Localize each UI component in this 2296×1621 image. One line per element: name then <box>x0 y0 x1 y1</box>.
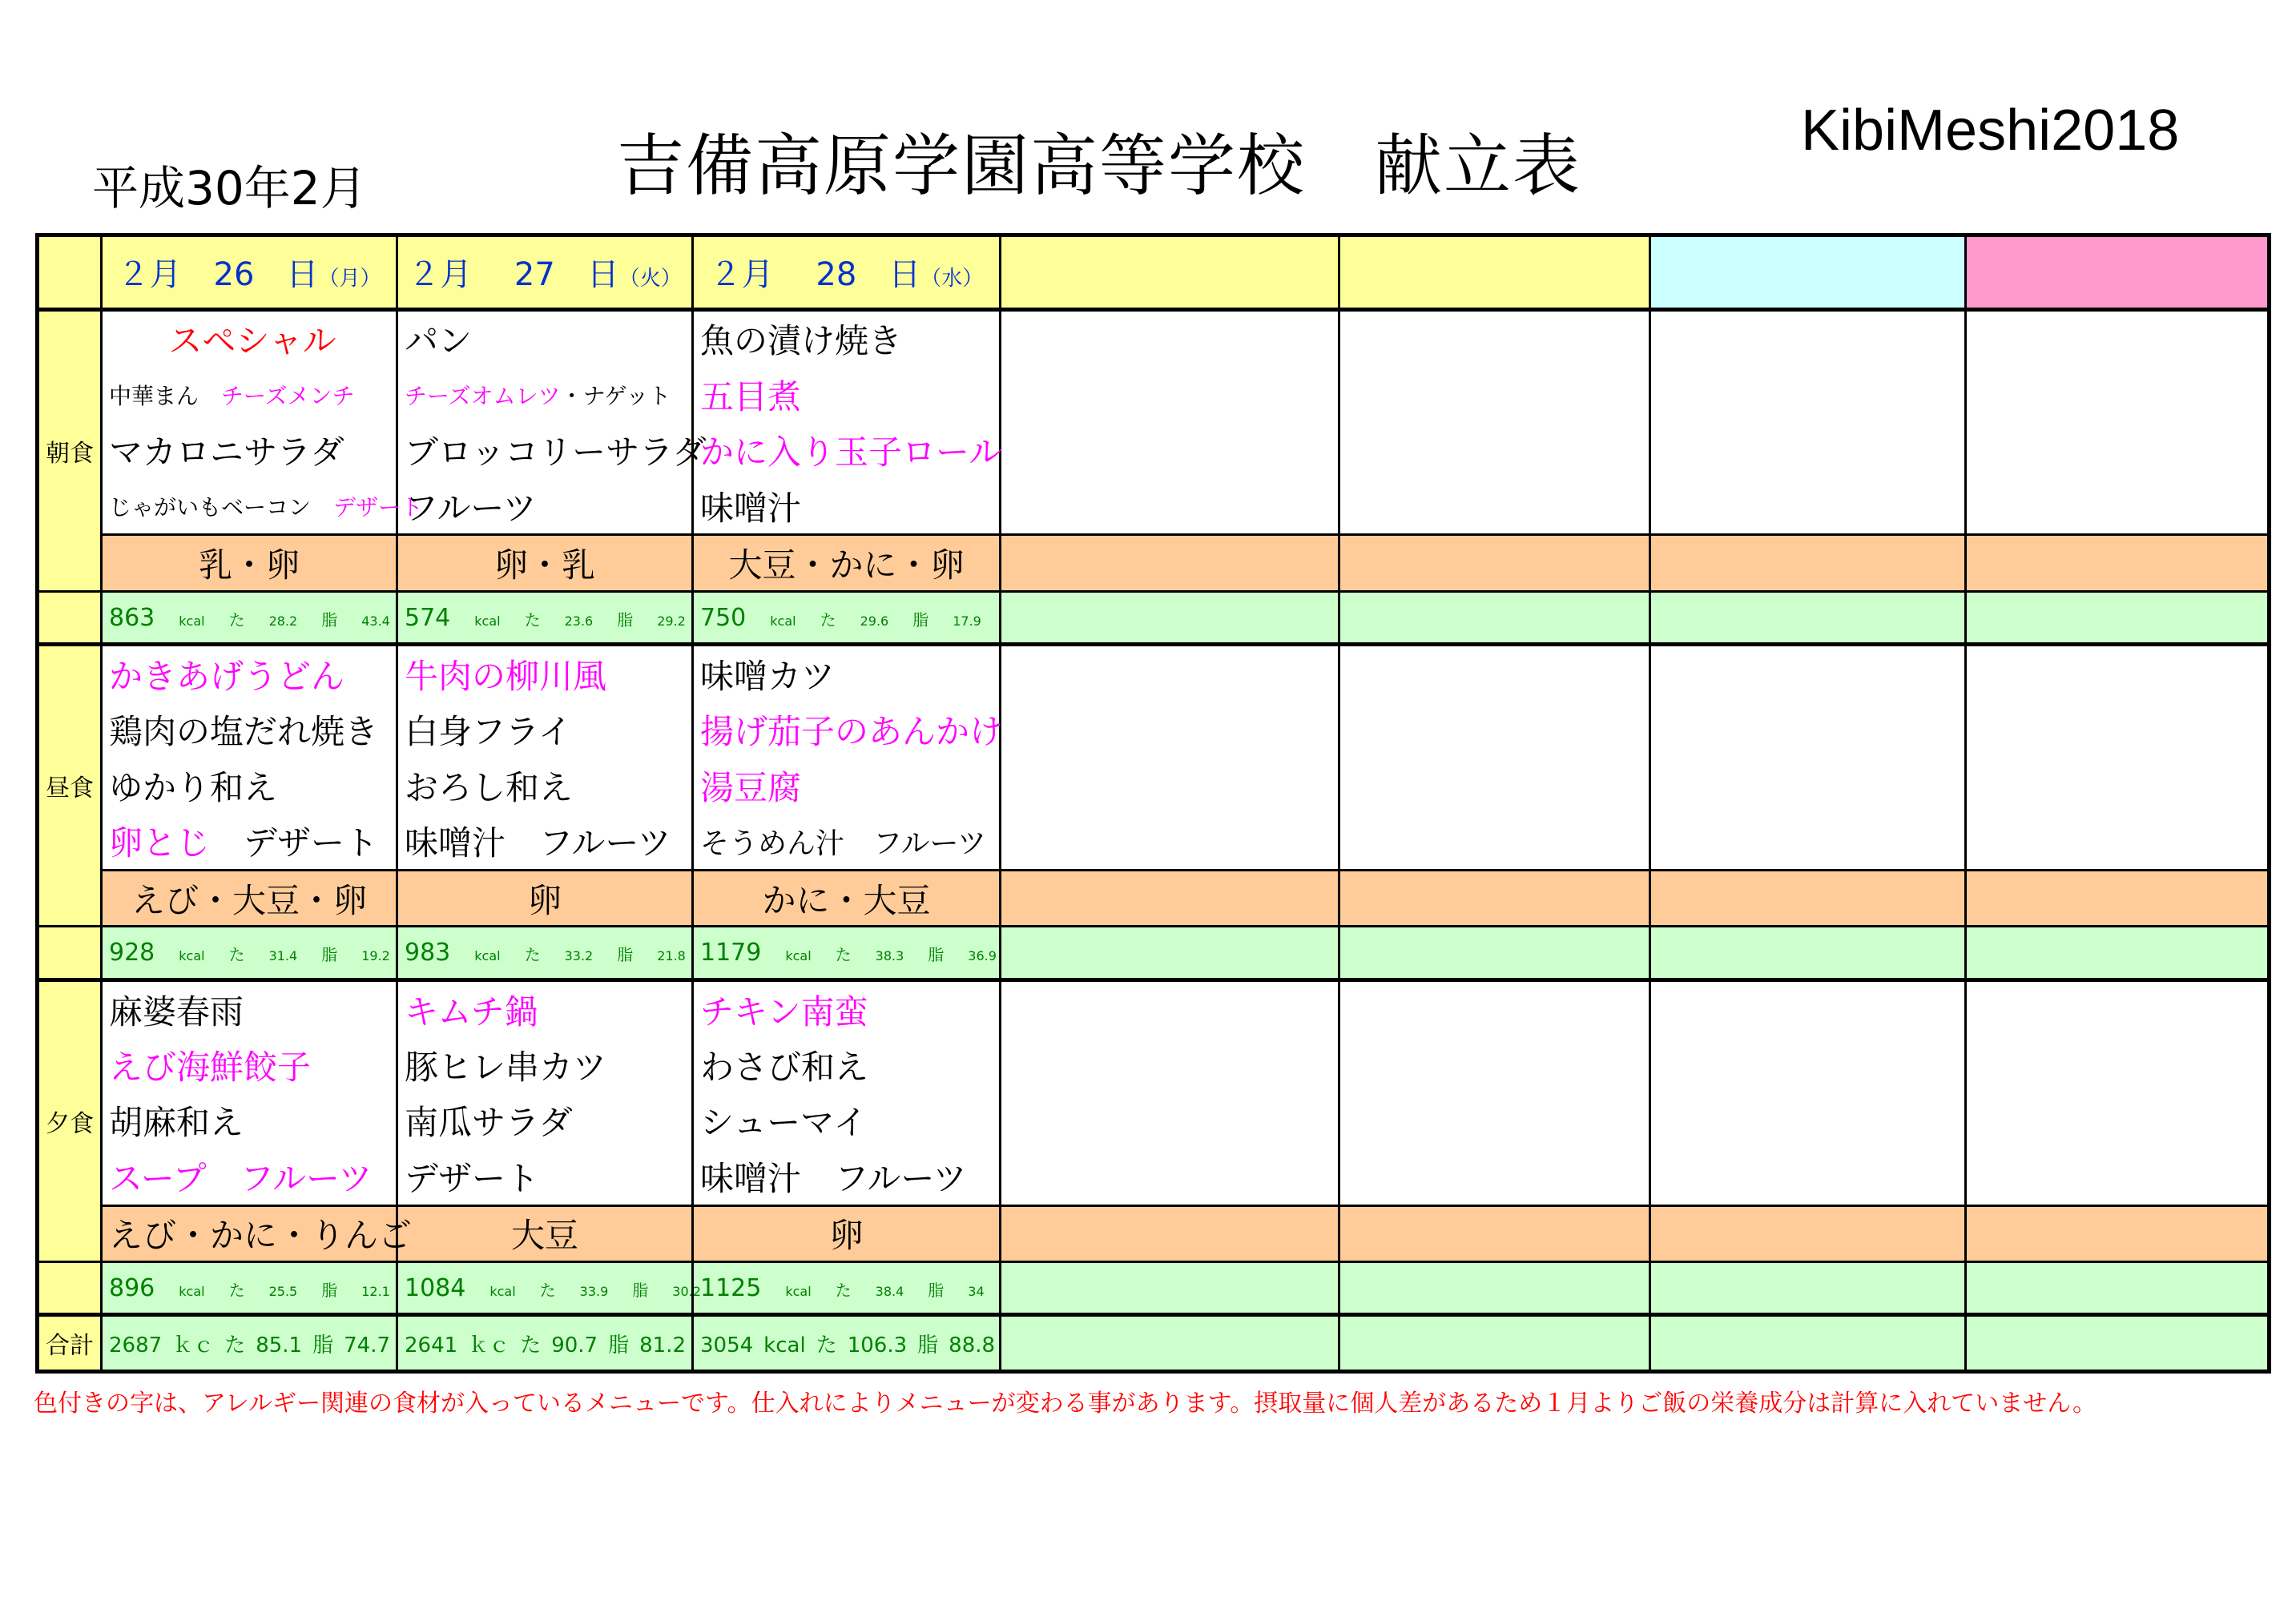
menu-item-text: 五目煮 <box>700 376 802 416</box>
nutrition-cell <box>397 927 693 979</box>
nutrition-f-label: 脂 <box>928 945 945 965</box>
nutrition-label-cell <box>38 1262 102 1315</box>
allergen-cell: 卵 <box>397 870 693 926</box>
menu-item <box>398 702 691 758</box>
menu-item-text: 南瓜サラダ <box>405 1103 573 1143</box>
nutrition-protein: 38.4 <box>875 1283 904 1299</box>
meal-label: 昼食 <box>38 645 102 927</box>
allergen-cell: 卵 <box>693 1205 1001 1261</box>
menu-item <box>103 758 396 813</box>
nutrition-label-cell <box>38 591 102 644</box>
nutrition-p-label: た <box>228 945 245 965</box>
menu-item <box>103 367 396 422</box>
nutrition-cell <box>397 1262 701 1315</box>
empty-date-cell <box>1339 235 1650 310</box>
nutrition-row <box>38 591 2270 644</box>
empty-allergen-cell <box>1001 1205 1339 1261</box>
allergen-cell: 大豆・かに・卵 <box>693 535 1001 591</box>
total-kcal: 2687 <box>109 1333 163 1358</box>
empty-nutrition-cell <box>1001 927 1339 979</box>
menu-item <box>694 758 999 813</box>
nutrition-p-label: た <box>228 609 245 629</box>
allergen-row <box>38 870 2270 926</box>
menu-item-text: 卵とじ <box>109 823 211 863</box>
menu-item <box>694 367 999 422</box>
nutrition-label-cell <box>38 927 102 979</box>
date-cell <box>693 235 1001 310</box>
total-p-label: た <box>224 1333 246 1358</box>
total-fat: 81.2 <box>639 1333 686 1358</box>
nutrition-unit: kcal <box>770 613 796 629</box>
nutrition-cell <box>102 927 397 979</box>
menu-item-text: スペシャル <box>168 321 336 361</box>
nutrition-fat: 21.8 <box>657 948 686 964</box>
empty-nutrition-cell <box>1339 927 1650 979</box>
nutrition-protein: 25.5 <box>268 1283 298 1299</box>
food-cell <box>693 979 1001 1205</box>
nutrition-fat: 34 <box>968 1283 985 1299</box>
menu-item-text: そうめん汁 フルーツ <box>700 827 987 860</box>
nutrition-p-label: た <box>539 1280 556 1300</box>
nutrition-kcal: 574 <box>405 603 451 632</box>
menu-item-text: 味噌汁 <box>700 488 802 528</box>
empty-nutrition-cell <box>1001 591 1339 644</box>
nutrition-unit: kcal <box>489 1283 516 1299</box>
month-label: 平成30年2月 <box>92 161 367 215</box>
menu-item <box>694 422 1003 477</box>
total-row <box>38 1315 2270 1372</box>
empty-nutrition-cell <box>1966 927 2270 979</box>
total-label: 合計 <box>38 1315 102 1372</box>
allergen-cell: えび・かに・りんご <box>102 1205 397 1261</box>
empty-date-cell <box>1001 235 1339 310</box>
nutrition-cell <box>397 591 693 644</box>
empty-nutrition-cell <box>1966 1262 2270 1315</box>
menu-item-text: キムチ鍋 <box>405 992 538 1032</box>
nutrition-fat: 43.4 <box>361 613 390 629</box>
empty-nutrition-cell <box>1001 1262 1339 1315</box>
empty-nutrition-cell <box>1339 1262 1650 1315</box>
menu-item-text: えび海鮮餃子 <box>109 1048 312 1087</box>
total-cell <box>397 1315 693 1372</box>
menu-item <box>398 1093 691 1148</box>
menu-item-text: 味噌汁 フルーツ <box>700 1158 967 1198</box>
total-protein: 106.3 <box>847 1333 908 1358</box>
empty-allergen-cell <box>1001 870 1339 926</box>
empty-allergen-cell <box>1650 535 1966 591</box>
menu-item <box>694 478 999 533</box>
nutrition-fat: 29.2 <box>657 613 686 629</box>
nutrition-kcal: 896 <box>109 1273 155 1302</box>
weekday-text: （火） <box>618 267 682 292</box>
menu-item-text: わさび和え <box>700 1048 869 1087</box>
empty-total-cell <box>1001 1315 1339 1372</box>
menu-table <box>35 233 2271 1374</box>
menu-item <box>694 1093 999 1148</box>
food-row <box>38 979 2270 1205</box>
nutrition-f-label: 脂 <box>321 1280 338 1300</box>
menu-item-text: おろし和え <box>405 767 574 807</box>
nutrition-f-label: 脂 <box>617 609 634 629</box>
menu-item <box>103 422 396 477</box>
empty-food-cell <box>1966 979 2270 1205</box>
empty-total-cell <box>1966 1315 2270 1372</box>
menu-item-text: 胡麻和え <box>109 1103 244 1143</box>
nutrition-unit: kcal <box>785 1283 812 1299</box>
total-fat: 88.8 <box>949 1333 996 1358</box>
allergen-cell: えび・大豆・卵 <box>102 870 397 926</box>
menu-item <box>103 478 424 533</box>
empty-date-cell <box>1966 235 2270 310</box>
empty-food-cell <box>1339 645 1650 871</box>
total-fat: 74.7 <box>344 1333 390 1358</box>
nutrition-p-label: た <box>524 945 541 965</box>
menu-item <box>103 982 396 1037</box>
food-cell <box>102 645 397 871</box>
menu-item-text: パン <box>405 321 473 361</box>
allergen-cell: 卵・乳 <box>397 535 693 591</box>
nutrition-p-label: た <box>835 945 852 965</box>
nutrition-row <box>38 1262 2270 1315</box>
menu-item-text: 中華まん <box>109 382 222 409</box>
meal-label: 朝食 <box>38 309 102 591</box>
empty-nutrition-cell <box>1339 591 1650 644</box>
date-text: ２月 28 日 <box>709 256 921 294</box>
total-protein: 90.7 <box>551 1333 598 1358</box>
allergen-cell: かに・大豆 <box>693 870 1001 926</box>
empty-total-cell <box>1650 1315 1966 1372</box>
menu-item-text: デザート <box>333 493 424 521</box>
menu-item-text: 味噌カツ <box>700 656 836 696</box>
total-cell <box>693 1315 1001 1372</box>
menu-item-text: ・ナゲット <box>560 382 671 409</box>
total-cell <box>102 1315 397 1372</box>
total-p-label: た <box>520 1333 542 1358</box>
nutrition-kcal: 1125 <box>700 1273 762 1302</box>
date-text: ２月 26 日 <box>117 256 319 294</box>
nutrition-protein: 28.2 <box>268 613 298 629</box>
total-p-label: た <box>816 1333 837 1358</box>
menu-item-text: かきあげうどん <box>109 656 345 696</box>
nutrition-protein: 33.2 <box>564 948 594 964</box>
menu-item-text: 麻婆春雨 <box>109 992 244 1032</box>
empty-allergen-cell <box>1650 870 1966 926</box>
weekday-text: （月） <box>318 267 381 292</box>
nutrition-kcal: 983 <box>405 939 451 967</box>
menu-item-text: かに入り玉子ロール <box>700 432 1003 473</box>
empty-food-cell <box>1650 645 1966 871</box>
meal-label: 夕食 <box>38 979 102 1261</box>
total-f-label: 脂 <box>608 1333 630 1358</box>
menu-item <box>694 702 1004 758</box>
food-cell <box>397 979 693 1205</box>
menu-item <box>398 982 691 1037</box>
food-cell <box>693 309 1001 535</box>
nutrition-fat: 30.2 <box>672 1283 701 1299</box>
empty-food-cell <box>1966 309 2270 535</box>
empty-date-cell <box>1650 235 1966 310</box>
corner-cell <box>38 235 102 310</box>
empty-allergen-cell <box>1650 1205 1966 1261</box>
empty-food-cell <box>1650 309 1966 535</box>
menu-item-text: じゃがいもベーコン <box>109 493 334 521</box>
menu-item <box>398 1037 691 1092</box>
menu-item-text: 味噌汁 フルーツ <box>405 823 671 863</box>
food-cell <box>693 645 1004 871</box>
date-cell <box>102 235 397 310</box>
total-unit: ｋｃ <box>468 1333 510 1358</box>
menu-item <box>103 1148 396 1204</box>
empty-food-cell <box>1001 979 1339 1205</box>
nutrition-kcal: 928 <box>109 939 155 967</box>
empty-allergen-cell <box>1001 535 1339 591</box>
menu-item <box>398 312 691 367</box>
nutrition-fat: 17.9 <box>953 613 981 629</box>
food-row <box>38 309 2270 535</box>
allergen-row <box>38 1205 2270 1261</box>
nutrition-cell <box>102 591 397 644</box>
menu-item <box>398 1148 691 1204</box>
empty-food-cell <box>1001 645 1339 871</box>
empty-food-cell <box>1650 979 1966 1205</box>
nutrition-protein: 38.3 <box>875 948 904 964</box>
menu-item <box>103 1037 396 1092</box>
total-unit: ｋｃ <box>172 1333 215 1358</box>
empty-nutrition-cell <box>1650 591 1966 644</box>
empty-allergen-cell <box>1966 535 2270 591</box>
menu-item-text: シューマイ <box>700 1103 868 1143</box>
weekday-text: （水） <box>920 267 984 292</box>
nutrition-protein: 33.9 <box>579 1283 609 1299</box>
empty-nutrition-cell <box>1650 927 1966 979</box>
nutrition-kcal: 1179 <box>700 939 762 967</box>
nutrition-p-label: た <box>524 609 541 629</box>
food-cell <box>102 309 424 535</box>
total-protein: 85.1 <box>256 1333 303 1358</box>
empty-nutrition-cell <box>1966 591 2270 644</box>
allergy-note: 色付きの字は、アレルギー関連の食材が入っているメニューです。仕入れによりメニューが変わる事があります。摂取量に個人差があるため１月よりご飯の栄養成分は計算に入れていません。 <box>34 1390 2097 1418</box>
menu-item <box>398 814 691 869</box>
nutrition-f-label: 脂 <box>928 1280 945 1300</box>
nutrition-f-label: 脂 <box>321 609 338 629</box>
nutrition-cell <box>693 927 1001 979</box>
nutrition-unit: kcal <box>474 948 501 964</box>
empty-allergen-cell <box>1966 870 2270 926</box>
empty-allergen-cell <box>1339 535 1650 591</box>
nutrition-p-label: た <box>228 1280 245 1300</box>
menu-item <box>398 758 691 813</box>
nutrition-unit: kcal <box>474 613 501 629</box>
empty-food-cell <box>1966 645 2270 871</box>
total-f-label: 脂 <box>312 1333 334 1358</box>
nutrition-fat: 12.1 <box>361 1283 390 1299</box>
total-kcal: 3054 <box>700 1333 754 1358</box>
total-unit: kcal <box>763 1333 806 1358</box>
menu-item-text: チーズオムレツ <box>405 382 561 409</box>
allergen-cell: 大豆 <box>397 1205 693 1261</box>
menu-item <box>398 367 691 422</box>
nutrition-fat: 36.9 <box>968 948 997 964</box>
nutrition-kcal: 750 <box>700 603 747 632</box>
menu-item-text: 魚の漬け焼き <box>700 321 903 361</box>
menu-item-text: 揚げ茄子のあんかけ <box>700 712 1004 752</box>
food-cell <box>397 645 693 871</box>
menu-item <box>103 646 396 702</box>
nutrition-kcal: 1084 <box>405 1273 466 1302</box>
nutrition-kcal: 863 <box>109 603 155 632</box>
menu-item <box>694 312 999 367</box>
food-cell <box>397 309 707 535</box>
total-f-label: 脂 <box>917 1333 939 1358</box>
brand-label: KibiMeshi2018 <box>1801 99 2180 163</box>
empty-nutrition-cell <box>1650 1262 1966 1315</box>
menu-item-text: ブロッコリーサラダ <box>405 432 707 473</box>
date-text: ２月 27 日 <box>408 256 619 294</box>
nutrition-unit: kcal <box>179 613 205 629</box>
menu-item-text: デザート <box>405 1158 540 1198</box>
empty-allergen-cell <box>1339 1205 1650 1261</box>
menu-item-text: スープ フルーツ <box>109 1158 373 1198</box>
menu-item-text: デザート <box>210 823 379 863</box>
menu-item <box>398 646 691 702</box>
menu-item-text: ゆかり和え <box>109 767 278 807</box>
food-row <box>38 645 2270 871</box>
empty-food-cell <box>1339 979 1650 1205</box>
empty-food-cell <box>1339 309 1650 535</box>
menu-item-text: 豚ヒレ串カツ <box>405 1048 607 1087</box>
nutrition-unit: kcal <box>179 1283 205 1299</box>
nutrition-protein: 23.6 <box>564 613 594 629</box>
menu-item-text: 牛肉の柳川風 <box>405 656 607 696</box>
nutrition-f-label: 脂 <box>617 945 634 965</box>
nutrition-f-label: 脂 <box>912 609 929 629</box>
nutrition-cell <box>102 1262 397 1315</box>
empty-allergen-cell <box>1966 1205 2270 1261</box>
page-title: 吉備高原学園高等学校 献立表 <box>617 127 1582 205</box>
nutrition-unit: kcal <box>785 948 812 964</box>
menu-item-text: 湯豆腐 <box>700 767 802 807</box>
menu-item-text: チーズメンチ <box>221 382 355 409</box>
nutrition-protein: 29.6 <box>860 613 889 629</box>
empty-allergen-cell <box>1339 870 1650 926</box>
menu-item-text: 鶏肉の塩だれ焼き <box>109 712 379 752</box>
menu-item <box>103 814 396 869</box>
nutrition-cell <box>693 591 1001 644</box>
empty-food-cell <box>1001 309 1339 535</box>
empty-total-cell <box>1339 1315 1650 1372</box>
nutrition-unit: kcal <box>179 948 205 964</box>
nutrition-protein: 31.4 <box>268 948 298 964</box>
total-kcal: 2641 <box>405 1333 458 1358</box>
menu-item-text: マカロニサラダ <box>109 432 344 473</box>
nutrition-f-label: 脂 <box>632 1280 649 1300</box>
nutrition-fat: 19.2 <box>361 948 390 964</box>
menu-item <box>694 646 999 702</box>
menu-item <box>694 1037 999 1092</box>
menu-item <box>103 702 396 758</box>
menu-item-text: フルーツ <box>405 488 537 528</box>
date-row <box>38 235 2270 310</box>
menu-item <box>694 982 999 1037</box>
date-cell <box>397 235 693 310</box>
menu-item-text: 白身フライ <box>405 712 572 752</box>
nutrition-f-label: 脂 <box>321 945 338 965</box>
allergen-cell: 乳・卵 <box>102 535 397 591</box>
nutrition-p-label: た <box>835 1280 852 1300</box>
menu-item <box>694 1148 999 1204</box>
allergen-row <box>38 535 2270 591</box>
food-cell <box>102 979 397 1205</box>
nutrition-p-label: た <box>820 609 836 629</box>
nutrition-row <box>38 927 2270 979</box>
menu-item <box>103 312 396 367</box>
menu-item <box>694 814 999 869</box>
menu-item <box>398 422 707 477</box>
menu-item-text: チキン南蛮 <box>700 992 868 1032</box>
menu-item <box>398 478 691 533</box>
menu-item <box>103 1093 396 1148</box>
nutrition-cell <box>693 1262 1001 1315</box>
